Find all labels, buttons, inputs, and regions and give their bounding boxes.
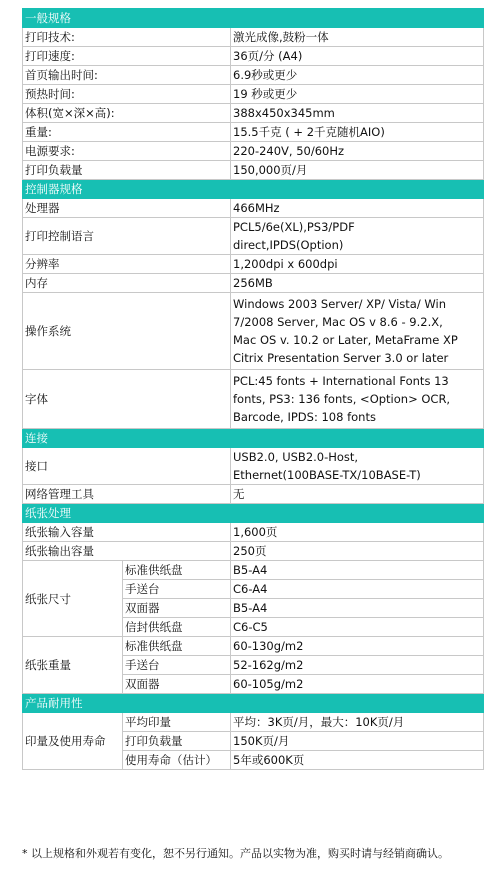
row-value: 6.9秒或更少 (231, 66, 484, 85)
table-row (23, 142, 484, 161)
value-line: Ethernet(100BASE-TX/10BASE-T) (233, 468, 421, 482)
row-value: 466MHz (231, 199, 484, 218)
section-header-paper (23, 504, 484, 523)
row-label: 网络管理工具 (23, 485, 231, 504)
row-value: 激光成像,鼓粉一体 (231, 28, 484, 47)
table-row (23, 28, 484, 47)
row-value: C6-C5 (231, 618, 484, 637)
row-value: B5-A4 (231, 599, 484, 618)
sub-label: 信封供纸盘 (123, 618, 231, 637)
sub-label: 手送台 (123, 580, 231, 599)
value-line: PCL5/6e(XL),PS3/PDF (233, 220, 355, 234)
row-label: 接口 (23, 448, 231, 485)
table-row (23, 47, 484, 66)
value-line: Citrix Presentation Server 3.0 or later (233, 351, 449, 365)
table-row (23, 523, 484, 542)
section-header-controller (23, 180, 484, 199)
value-line: direct,IPDS(Option) (233, 238, 344, 252)
row-value: 60-105g/m2 (231, 675, 484, 694)
row-label: 电源要求: (23, 142, 231, 161)
table-row (23, 255, 484, 274)
table-row (23, 713, 484, 732)
row-value (231, 370, 484, 429)
table-row (23, 542, 484, 561)
row-label: 重量: (23, 123, 231, 142)
sub-label: 标准供纸盘 (123, 637, 231, 656)
section-header-durability (23, 694, 484, 713)
sub-label: 双面器 (123, 675, 231, 694)
row-value: B5-A4 (231, 561, 484, 580)
table-row (23, 370, 484, 429)
row-value: 250页 (231, 542, 484, 561)
value-line: Mac OS v. 10.2 or Later, MetaFrame XP (233, 333, 458, 347)
sub-label: 手送台 (123, 656, 231, 675)
group-label: 纸张重量 (23, 637, 123, 694)
row-value: 15.5千克 ( + 2千克随机AIO) (231, 123, 484, 142)
row-label: 打印速度: (23, 47, 231, 66)
value-line: Barcode, IPDS: 108 fonts (233, 410, 376, 424)
row-label: 预热时间: (23, 85, 231, 104)
row-value (231, 293, 484, 370)
sub-label: 双面器 (123, 599, 231, 618)
row-value (231, 448, 484, 485)
table-row (23, 448, 484, 485)
row-label: 处理器 (23, 199, 231, 218)
value-line: USB2.0, USB2.0-Host, (233, 450, 359, 464)
table-row (23, 123, 484, 142)
row-label: 字体 (23, 370, 231, 429)
table-row (23, 274, 484, 293)
sub-label: 标准供纸盘 (123, 561, 231, 580)
row-value: C6-A4 (231, 580, 484, 599)
row-label: 纸张输入容量 (23, 523, 231, 542)
section-title: 产品耐用性 (23, 694, 484, 713)
row-label: 体积(宽×深×高): (23, 104, 231, 123)
row-value: 220-240V, 50/60Hz (231, 142, 484, 161)
row-value: 1,600页 (231, 523, 484, 542)
row-value: 60-130g/m2 (231, 637, 484, 656)
row-label: 纸张输出容量 (23, 542, 231, 561)
table-row (23, 85, 484, 104)
value-line: PCL:45 fonts + International Fonts 13 (233, 374, 449, 388)
row-value: 388x450x345mm (231, 104, 484, 123)
table-row (23, 293, 484, 370)
section-title: 纸张处理 (23, 504, 484, 523)
row-value: 150K页/月 (231, 732, 484, 751)
row-label: 打印技术: (23, 28, 231, 47)
row-label: 分辨率 (23, 255, 231, 274)
value-line: fonts, PS3: 136 fonts, <Option> OCR, (233, 392, 451, 406)
table-row (23, 104, 484, 123)
row-label: 打印控制语言 (23, 218, 231, 255)
row-value: 无 (231, 485, 484, 504)
table-row (23, 199, 484, 218)
row-value: 1,200dpi x 600dpi (231, 255, 484, 274)
group-label: 印量及使用寿命 (23, 713, 123, 770)
section-header-general (23, 9, 484, 28)
table-row (23, 485, 484, 504)
sub-label: 打印负载量 (123, 732, 231, 751)
sub-label: 平均印量 (123, 713, 231, 732)
table-row (23, 561, 484, 580)
section-title: 连接 (23, 429, 484, 448)
sub-label: 使用寿命（估计） (123, 751, 231, 770)
section-title: 控制器规格 (23, 180, 484, 199)
row-value: 150,000页/月 (231, 161, 484, 180)
row-value: 平均：3K页/月，最大：10K页/月 (231, 713, 484, 732)
footnote: * 以上规格和外观若有变化，恕不另行通知。产品以实物为准，购买时请与经销商确认。 (22, 847, 449, 860)
row-value: 19 秒或更少 (231, 85, 484, 104)
row-label: 内存 (23, 274, 231, 293)
section-title: 一般规格 (23, 9, 484, 28)
table-row (23, 218, 484, 255)
group-label: 纸张尺寸 (23, 561, 123, 637)
spec-table (22, 8, 484, 770)
row-value: 36页/分 (A4) (231, 47, 484, 66)
row-label: 打印负载量 (23, 161, 231, 180)
row-label: 操作系统 (23, 293, 231, 370)
row-value: 5年或600K页 (231, 751, 484, 770)
row-value: 256MB (231, 274, 484, 293)
section-header-connection (23, 429, 484, 448)
table-row (23, 637, 484, 656)
row-value (231, 218, 484, 255)
row-label: 首页输出时间: (23, 66, 231, 85)
value-line: Windows 2003 Server/ XP/ Vista/ Win (233, 297, 446, 311)
row-value: 52-162g/m2 (231, 656, 484, 675)
value-line: 7/2008 Server, Mac OS v 8.6 - 9.2.X, (233, 315, 443, 329)
table-row (23, 161, 484, 180)
table-row (23, 66, 484, 85)
